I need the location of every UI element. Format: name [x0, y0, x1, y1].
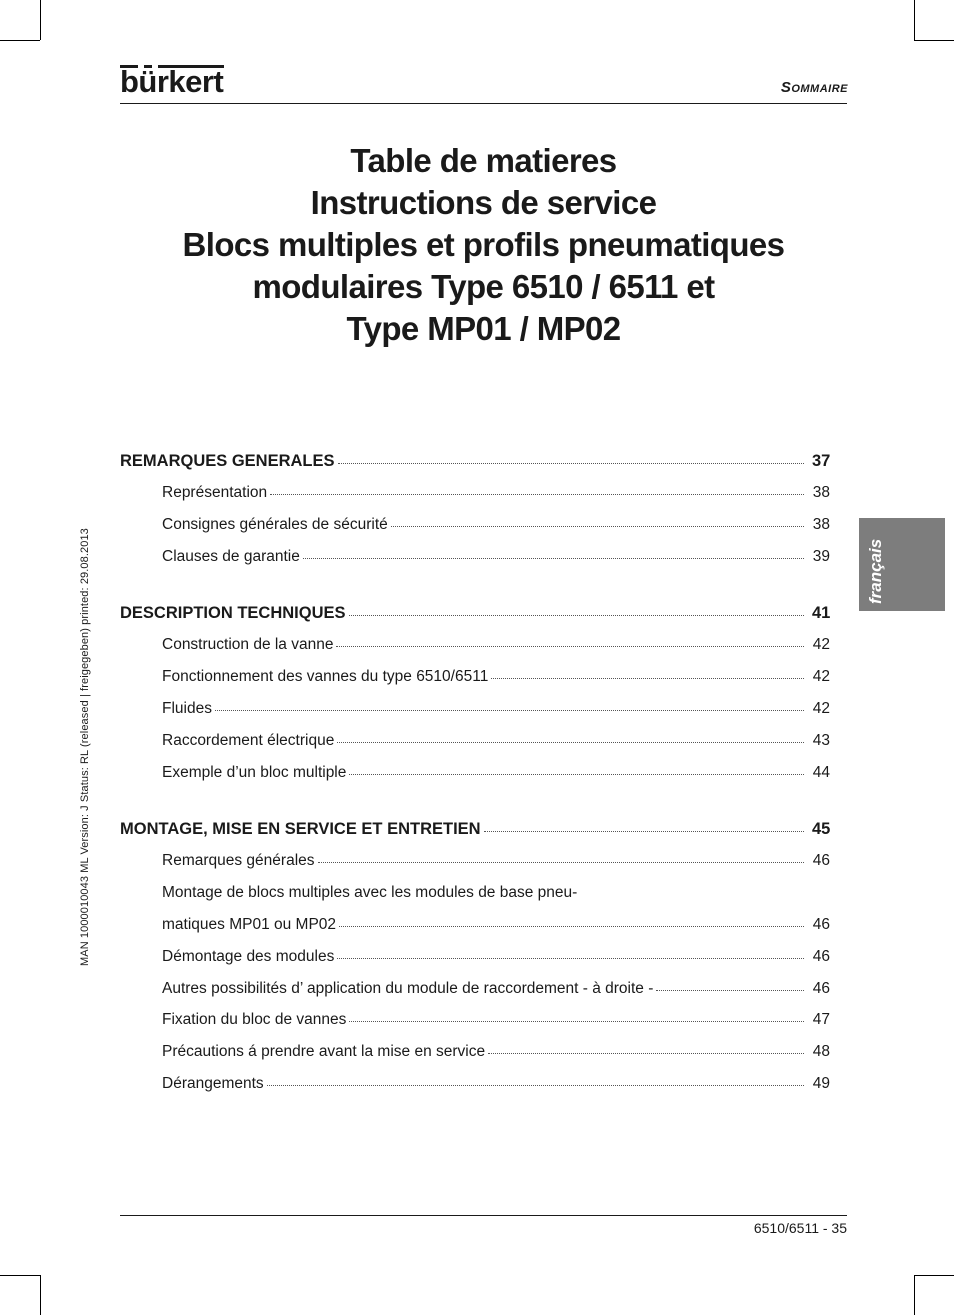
toc-entry-row	[120, 636, 830, 668]
toc-leader-dots	[336, 634, 804, 647]
toc-section-row	[120, 820, 830, 852]
section-label: Sommaire	[780, 79, 848, 96]
toc-page-number: 46	[812, 852, 830, 870]
toc-entry-label: REMARQUES GENERALES	[120, 452, 335, 470]
toc-leader-dots	[337, 730, 804, 743]
toc-entry-label: Précautions á prendre avant la mise en service	[162, 1043, 486, 1061]
page-title	[120, 140, 847, 350]
crop-mark	[40, 0, 41, 40]
toc-page-number: 49	[812, 1074, 830, 1092]
toc-page-number: 42	[812, 668, 830, 686]
title-line: Instructions de service	[310, 184, 657, 221]
toc-entry-row	[120, 852, 830, 884]
crop-mark	[914, 1275, 954, 1276]
toc-leader-dots	[484, 819, 804, 832]
toc-entry-row	[120, 1075, 830, 1107]
toc-leader-dots	[656, 978, 804, 991]
crop-mark	[914, 0, 915, 40]
toc-leader-dots	[215, 698, 804, 711]
toc-entry-label: matiques MP01 ou MP02	[162, 915, 337, 933]
crop-mark	[914, 40, 954, 41]
toc-entry-label: Raccordement électrique	[162, 731, 335, 749]
toc-entry-row	[120, 948, 830, 980]
toc-page-number: 42	[812, 636, 830, 654]
toc-page-number: 46	[812, 947, 830, 965]
toc-leader-dots	[488, 1041, 804, 1054]
toc-entry-row	[120, 1011, 830, 1043]
toc-leader-dots	[349, 603, 804, 616]
footer-rule	[120, 1215, 847, 1216]
crop-mark	[914, 1275, 915, 1315]
language-tab-label: français	[866, 538, 885, 604]
toc-entry-row	[120, 668, 830, 700]
toc-leader-dots	[491, 666, 804, 679]
toc-entry-row	[120, 884, 830, 916]
toc-entry-label: Montage de blocs multiples avec les modules de base pneu-	[162, 884, 578, 902]
page-number: 6510/6511 - 35	[753, 1220, 847, 1236]
toc-page-number: 38	[812, 515, 830, 533]
toc-entry-row	[120, 980, 830, 1012]
toc-page-number: 38	[812, 484, 830, 501]
toc-section-row	[120, 452, 830, 484]
toc-entry-label: MONTAGE, MISE EN SERVICE ET ENTRETIEN	[120, 820, 481, 839]
toc-entry-row	[120, 1043, 830, 1075]
toc-leader-dots	[349, 762, 804, 775]
toc-section-row	[120, 604, 830, 636]
toc-page-number: 46	[812, 979, 830, 997]
toc-entry-label: Consignes générales de sécurité	[162, 515, 388, 533]
toc-entry-label: Clauses de garantie	[162, 547, 300, 565]
crop-mark	[0, 1275, 40, 1276]
toc-page-number: 43	[812, 731, 830, 749]
title-line: Table de matieres	[350, 142, 617, 179]
title-line: Type MP01 / MP02	[346, 310, 621, 347]
toc-leader-dots	[337, 946, 804, 959]
toc-page-number: 37	[812, 452, 831, 470]
toc-page-number: 44	[812, 763, 830, 781]
crop-mark	[0, 40, 40, 41]
toc-page-number: 41	[812, 604, 831, 623]
toc-entry-row	[120, 764, 830, 796]
table-of-contents	[120, 452, 830, 1107]
toc-entry-row	[120, 700, 830, 732]
crop-mark	[40, 1275, 41, 1315]
toc-entry-row	[120, 916, 830, 948]
toc-entry-label: Démontage des modules	[162, 947, 335, 965]
toc-leader-dots	[338, 451, 804, 464]
toc-entry-row	[120, 484, 830, 516]
toc-entry-row	[120, 732, 830, 764]
toc-entry-label: Fluides	[162, 699, 212, 717]
toc-leader-dots	[318, 850, 804, 863]
toc-entry-label: Fonctionnement des vannes du type 6510/6511	[162, 668, 489, 686]
toc-entry-label: Autres possibilités d’ application du module de raccordement - à droite -	[162, 979, 654, 997]
header-rule	[120, 103, 847, 104]
toc-entry-label: Fixation du bloc de vannes	[162, 1011, 347, 1029]
toc-leader-dots	[267, 1073, 804, 1086]
title-line: modulaires Type 6510 / 6511 et	[252, 268, 715, 305]
toc-entry-label: Exemple d’un bloc multiple	[162, 763, 347, 781]
toc-entry-label: Construction de la vanne	[162, 636, 334, 654]
toc-entry-label: Représentation	[162, 484, 268, 501]
toc-leader-dots	[303, 546, 804, 559]
toc-page-number: 47	[812, 1011, 830, 1029]
toc-page-number: 45	[812, 820, 831, 839]
toc-entry-label: Dérangements	[162, 1074, 264, 1092]
toc-leader-dots	[349, 1009, 804, 1022]
toc-leader-dots	[270, 482, 804, 495]
toc-entry-label: Remarques générales	[162, 852, 315, 870]
toc-page-number: 46	[812, 915, 830, 933]
toc-leader-dots	[580, 883, 804, 895]
toc-page-number: 39	[812, 547, 830, 565]
burkert-logo: bürkert	[120, 64, 224, 99]
toc-leader-dots	[391, 514, 804, 527]
toc-leader-dots	[339, 914, 804, 927]
title-line: Blocs multiples et profils pneumatiques	[182, 226, 785, 263]
document-meta-note: MAN 1000010043 ML Version: J Status: RL (released | freigegeben) printed: 29.08.2013	[79, 528, 91, 966]
toc-entry-row	[120, 548, 830, 580]
toc-page-number: 48	[812, 1043, 830, 1061]
toc-entry-label: DESCRIPTION TECHNIQUES	[120, 604, 346, 623]
toc-entry-row	[120, 516, 830, 548]
toc-page-number: 42	[812, 699, 830, 717]
